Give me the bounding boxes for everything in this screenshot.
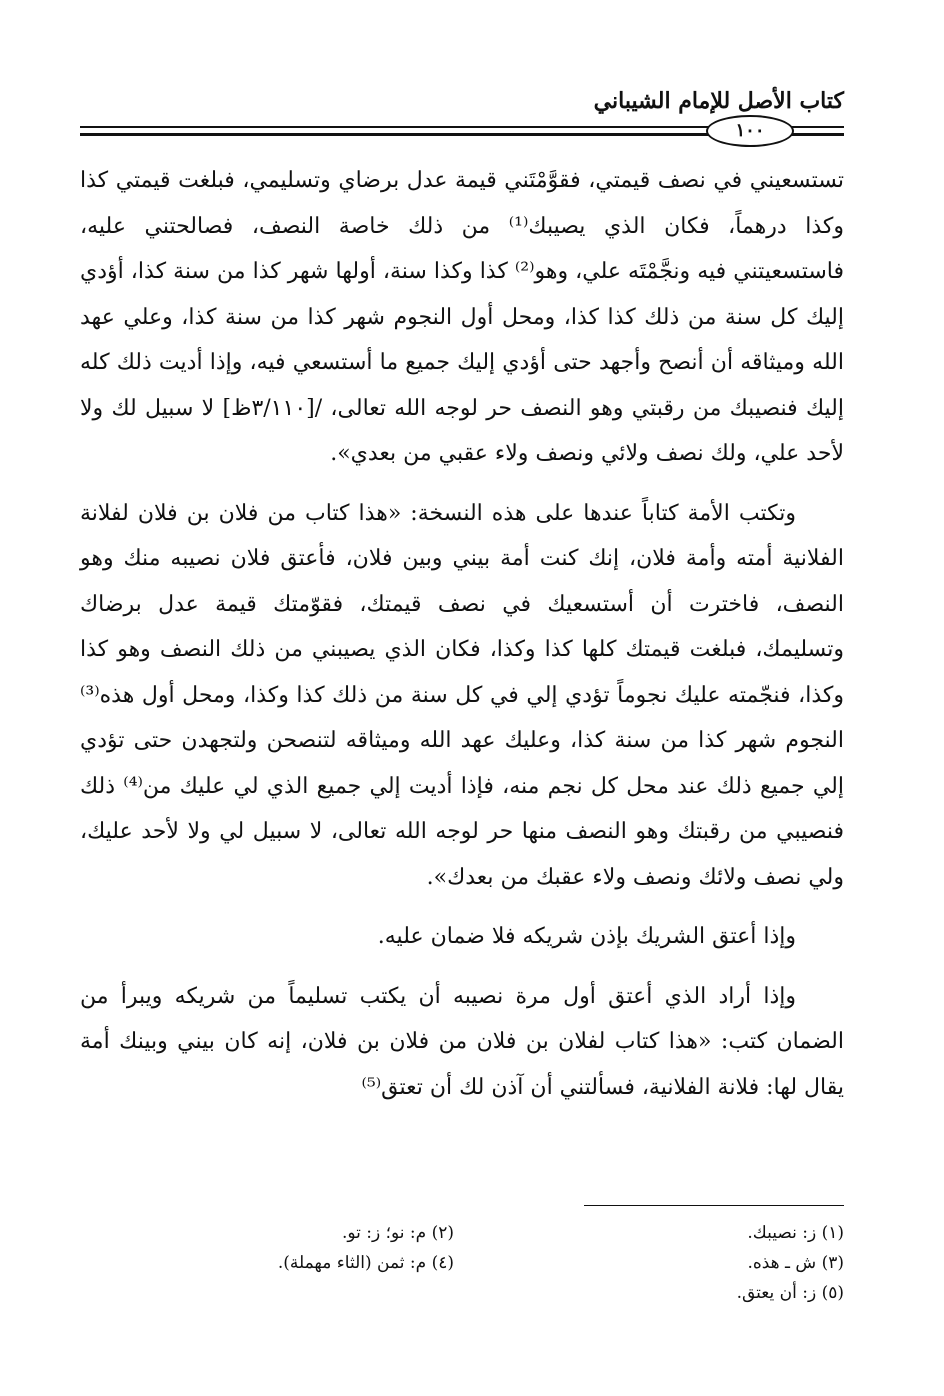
footnote-5: (٥) ز: أن يعتق. <box>736 1283 844 1303</box>
page-header <box>80 86 844 146</box>
footnote-4: (٤) م: ثمن (الثاء مهملة). <box>277 1253 454 1273</box>
paragraph-4: وإذا أراد الذي أعتق أول مرة نصيبه أن يكتب تسليماً من شريكه ويبرأ من الضمان كتب: «هذا كتاب لفلان بن فلان من فلان بن فلان، إنه كان بيني وبينك أمة يقال لها: فلانة الفلانية، فسألتني أن آذن لك أن تعتق⁽⁵⁾ <box>80 983 844 1100</box>
paragraph-3: وإذا أعتق الشريك بإذن شريكه فلا ضمان عليه. <box>377 924 796 949</box>
main-text <box>80 158 844 1110</box>
footnotes-column-right <box>544 1218 844 1308</box>
footnotes-column-left <box>134 1218 454 1278</box>
book-title: كتاب الأصل للإمام الشيباني <box>593 88 844 114</box>
footnote-divider <box>584 1205 844 1206</box>
paragraph-2: وتكتب الأمة كتاباً عندها على هذه النسخة: «هذا كتاب من فلان بن فلان لفلانة الفلانية أمته وأمة فلان، إنك كنت أمة بيني وبين فلان، فأعتق فلان نصيبه منك وهو النصف، فاخترت أن أستسعيك في نصف قيمتك، فقوّمتك قيمة عدل برضاك وتسليمك، فبلغت قيمتك كلها كذا وكذا، فكان الذي يصيبني من ذلك النصف وهو كذا وكذا، فنجّمته عليك نجوماً تؤدي إلي في كل سنة من ذلك كذا وكذا، ومحل أول هذه⁽³⁾ النجوم شهر كذا من سنة كذا، وعليك عهد الله وميثاقه لتنصحن ولتجهدن حتى تؤدي إلي جميع ذلك عند محل كل نجم منه، فإذا أديت إلي جميع الذي لي عليك من⁽⁴⁾ ذلك فنصيبي من رقبتك وهو النصف منها حر لوجه الله تعالى، لا سبيل لي ولا لأحد عليك، ولي نصف ولائك ونصف ولاء عقبك من بعدك». <box>80 500 844 890</box>
page-number-badge: ١٠٠ <box>706 115 794 147</box>
footnote-3: (٣) ش ـ هذه. <box>747 1253 844 1273</box>
footnote-2: (٢) م: نو؛ ز: تو. <box>341 1223 454 1243</box>
paragraph-1: تستسعيني في نصف قيمتي، فقوَّمْتَني قيمة عدل برضاي وتسليمي، فبلغت قيمتي كذا وكذا درهماً، فكان الذي يصيبك⁽¹⁾ من ذلك خاصة النصف، فصالحتني عليه، فاستسعيتني فيه ونجَّمْتَه علي، وهو⁽²⁾ كذا وكذا سنة، أولها شهر كذا من سنة كذا، أؤدي إليك كل سنة من ذلك كذا كذا، ومحل أول النجوم شهر كذا من سنة كذا، وعلي عهد الله وميثاقه أن أنصح وأجهد حتى أؤدي إليك جميع ما أستسعي فيه، وإذا أديت ذلك كله إليك فنصيبك من رقبتي وهو النصف حر لوجه الله تعالى، /[٣/١١٠ظ] لا سبيل لك ولا لأحد علي، ولك نصف ولائي ونصف ولاء عقبي من بعدي». <box>80 168 844 466</box>
footnote-1: (١) ز: نصيبك. <box>747 1223 844 1243</box>
